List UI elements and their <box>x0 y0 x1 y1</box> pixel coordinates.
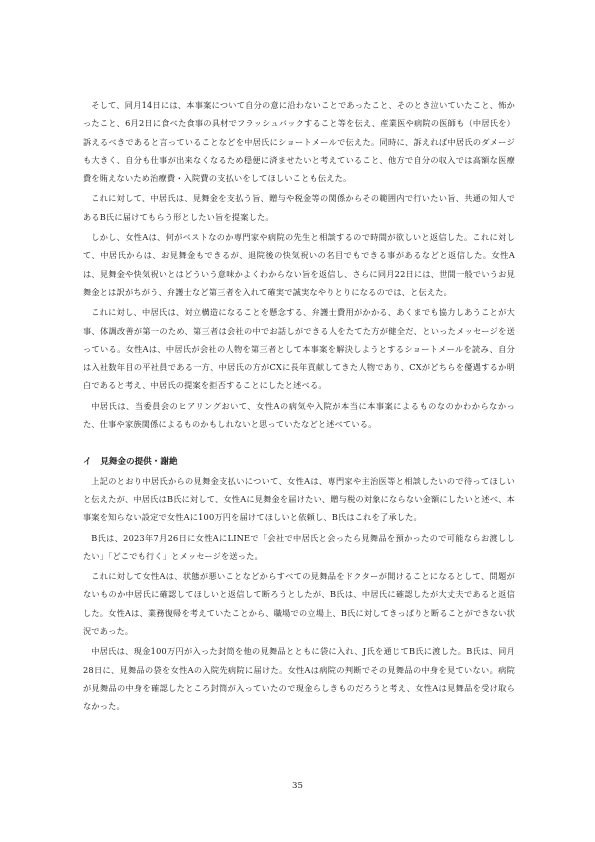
paragraph: B氏は、2023年7月26日に女性AにLINEで「会社で中居氏と会ったら見舞品を預かったので可能ならお渡ししたい」「どこでも行く」とメッセージを送った。 <box>83 532 515 561</box>
paragraph: これに対し、中居氏は、対立構造になることを懸念する、弁護士費用がかかる、あくまでも協力しあうことが大事、体調改善が第一のため、第三者は会社の中でお話しができる人をたてた方が健全だ、といったメッセージを送っている。女性Aは、中居氏が会社の人物を第三者として本事案を解決しようとするショートメールを読み、自分は入社数年目の平社員である一方、中居氏の方がCXに長年貢献してきた人物であり、CXがどちらを優遇するか明白であると考え、中居氏の提案を拒否することにしたと述べる。 <box>83 307 515 391</box>
page-number: 35 <box>292 781 303 791</box>
paragraph: しかし、女性Aは、何がベストなのか専門家や病院の先生と相談するので時間が欲しいと返信した。これに対して、中居氏からは、お見舞金もできるが、退院後の快気祝いの名目でもできる事があるなどと返信した。女性Aは、見舞金や快気祝いとはどういう意味かよくわからない旨を返信し、さらに同月22日には、世間一般でいうお見舞金とは訳がちがう、弁護士など第三者を入れて確実で誠実なやりとりになるのでは、と伝えた。 <box>83 232 515 297</box>
paragraph: 中居氏は、現金100万円が入った封筒を他の見舞品とともに袋に入れ、J氏を通じてB氏に渡した。B氏は、同月28日に、見舞品の袋を女性Aの入院先病院に届けた。女性Aは病院の判断でその見舞品の中身を見ていない。病院が見舞品の中身を確認したところ封筒が入っていたので現金らしきものだろうと考え、女性Aは見舞品を受け取らなかった。 <box>83 646 515 712</box>
paragraph: 上記のとおり中居氏からの見舞金支払いについて、女性Aは、専門家や主治医等と相談したいので待ってほしいと伝えたが、中居氏はB氏に対して、女性Aに見舞金を届けたい、贈与税の対象にならない金額にしたいと述べ、本事案を知らない設定で女性Aに100万円を届けてほしいと依頼し、B氏はこれを了承した。 <box>83 475 515 523</box>
paragraph: そして、同月14日には、本事案について自分の意に沿わないことであったこと、そのとき泣いていたこと、怖かったこと、6月2日に食べた食事の具材でフラッシュバックすること等を伝え、産業医や病院の医師も（中居氏を）訴えるべきであると言っていることなどを中居氏にショートメールで伝えた。同時に、訴えれば中居氏のダメージも大きく、自分も仕事が出来なくなるため穏便に済ませたいと考えていること、他方で自分の収入では高額な医療費を賄えないため治療費・入院費の支払いをしてほしいことも伝えた。 <box>83 100 515 184</box>
document-body <box>83 96 515 718</box>
section-spacer <box>83 435 515 453</box>
paragraph: これに対して女性Aは、状態が悪いことなどからすべての見舞品をドクターが開けることになるとして、問題がないものか中居氏に確認してほしいと返信して断ろうとしたが、B氏は、中居氏に確認したが大丈夫であると返信した。女性Aは、業務復帰を考えていたことから、職場での立場上、B氏に対してきっぱりと断ることができない状況であった。 <box>83 571 515 637</box>
paragraph: これに対して、中居氏は、見舞金を支払う旨、贈与や税金等の関係からその範囲内で行いたい旨、共通の知人であるB氏に届けてもらう形としたい旨を提案した。 <box>83 193 515 222</box>
section-heading: イ 見舞金の提供・謝絶 <box>83 457 178 468</box>
paragraph: 中居氏は、当委員会のヒアリングおいて、女性Aの病気や入院が本当に本事案によるものなのかわからなかった、仕事や家族関係によるものかもしれないと思っていたなどと述べている。 <box>83 400 515 430</box>
